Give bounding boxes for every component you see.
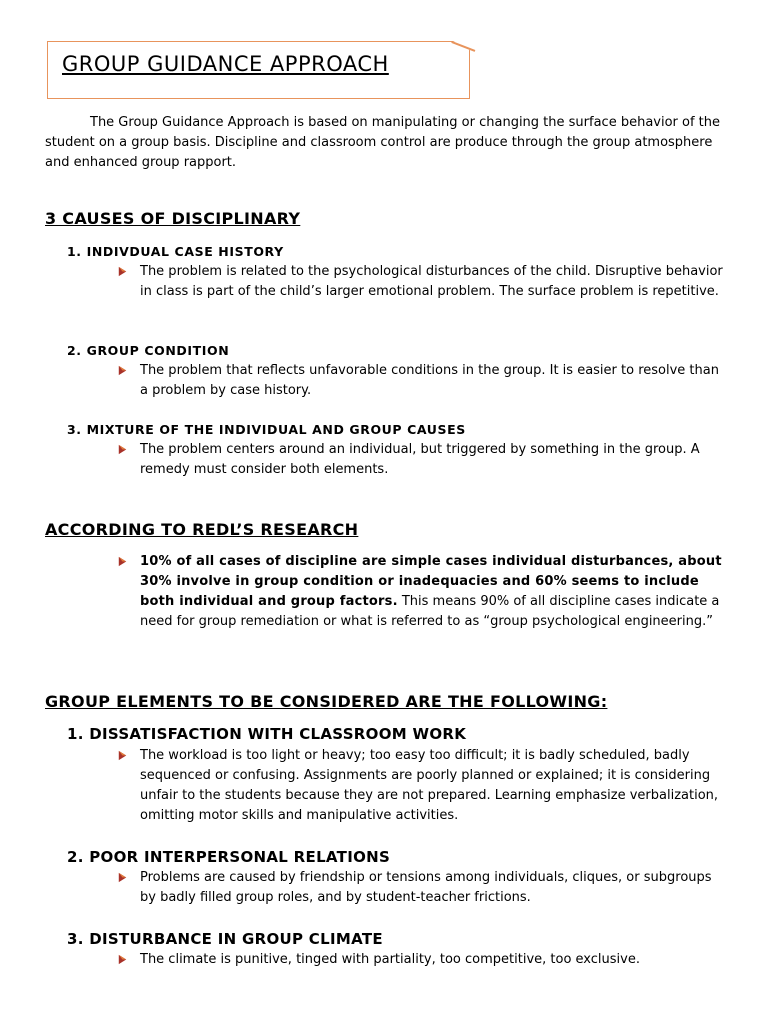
cause-1-bullet [116,262,726,302]
redl-text [140,552,726,632]
cause-2-label: 2. GROUP CONDITION [67,343,230,358]
redl-heading: ACCORDING TO REDL’S RESEARCH [45,520,359,539]
element-2-label: 2. POOR INTERPERSONAL RELATIONS [67,848,391,866]
elements-heading: GROUP ELEMENTS TO BE CONSIDERED ARE THE FOLLOWING: [45,692,608,711]
redl-bold-text: 10% of all cases of discipline are simple cases individual disturbances, about 30% involve in group condition or inadequacies and 60% seems to include both individual and group factors. [140,554,722,609]
cause-3-text: The problem centers around an individual, but triggered by something in the group. A remedy must consider both elements. [140,442,700,477]
bullet-arrow-icon [116,265,129,278]
redl-plain-text: This means 90% of all discipline cases indicate a need for group remediation or what is referred to as “group psychological engineering.” [140,594,720,629]
element-2-text: Problems are caused by friendship or tensions among individuals, cliques, or subgroups by badly filled group roles, and by student-teacher frictions. [140,870,712,905]
cause-1-label: 1. INDIVDUAL CASE HISTORY [67,244,284,259]
intro-paragraph: The Group Guidance Approach is based on manipulating or changing the surface behavior of the student on a group basis. Discipline and classroom control are produce through the group atmosphere and enhanced group rapport. [45,115,721,170]
cause-3-bullet [116,440,726,480]
causes-heading: 3 CAUSES OF DISCIPLINARY [45,209,301,228]
element-1-text: The workload is too light or heavy; too easy too difficult; it is badly scheduled, badly sequenced or confusing. Assignments are poorly planned or explained; it is considering unfair to the students because they are not prepared. Learning emphasize verbalization, omitting motor skills and manipulative activities. [140,748,719,823]
element-3-text: The climate is punitive, tinged with partiality, too competitive, too exclusive. [140,952,640,967]
cause-1-text: The problem is related to the psychological disturbances of the child. Disruptive behavior in class is part of the child’s larger emotional problem. The surface problem is repetitive. [140,264,723,299]
bullet-arrow-icon [116,555,129,568]
cause-3-label: 3. MIXTURE OF THE INDIVIDUAL AND GROUP CAUSES [67,422,466,437]
bullet-arrow-icon [116,953,129,966]
element-3-label: 3. DISTURBANCE IN GROUP CLIMATE [67,930,383,948]
bullet-arrow-icon [116,749,129,762]
page-title: GROUP GUIDANCE APPROACH [62,52,389,76]
element-1-bullet [116,746,726,826]
element-3-bullet [116,950,726,970]
redl-bullet [116,552,726,632]
element-2-bullet [116,868,726,908]
cause-2-text: The problem that reflects unfavorable conditions in the group. It is easier to resolve than a problem by case history. [140,363,719,398]
bullet-arrow-icon [116,364,129,377]
element-1-label: 1. DISSATISFACTION WITH CLASSROOM WORK [67,725,467,743]
bullet-arrow-icon [116,871,129,884]
bullet-arrow-icon [116,443,129,456]
cause-2-bullet [116,361,726,401]
